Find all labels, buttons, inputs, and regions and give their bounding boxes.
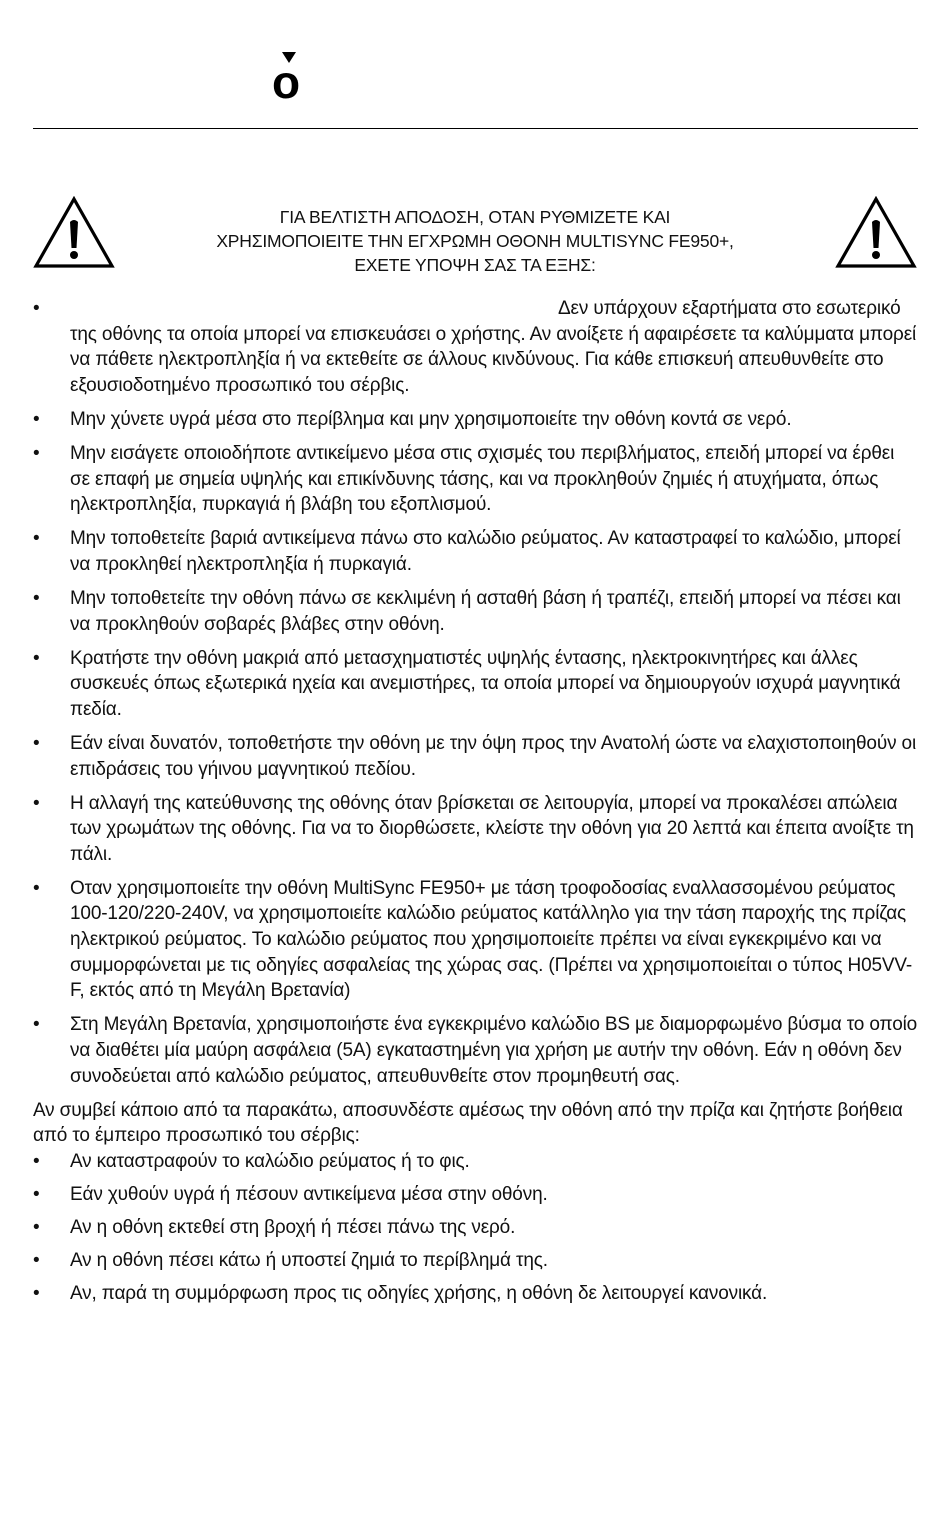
- bullet-icon: •: [33, 1150, 40, 1172]
- precaution-item: [33, 646, 918, 723]
- condition-item: [33, 1149, 918, 1175]
- heading-rule: [33, 128, 918, 129]
- condition-text: Αν καταστραφούν το καλώδιο ρεύματος ή το φις.: [70, 1150, 470, 1172]
- precaution-text: Εάν είναι δυνατόν, τοποθετήστε την οθόνη με την όψη προς την Ανατολή ώστε να ελαχιστοποιηθούν οι επιδράσεις του γήινου μαγνητικού πεδίου.: [70, 732, 917, 780]
- precaution-text: Κρατήστε την οθόνη μακριά από μετασχηματιστές υψηλής έντασης, ηλεκτροκινητήρες και άλλες συσκευές όπως εξωτερικά ηχεία και ανεμιστήρες, τα οποία μπορεί να δημιουργούν ισχυρά μαγνητικά πεδία.: [70, 647, 901, 720]
- condition-text: Αν η οθόνη πέσει κάτω ή υποστεί ζημιά το περίβλημά της.: [70, 1250, 548, 1272]
- condition-text: Εάν χυθούν υγρά ή πέσουν αντικείμενα μέσα στην οθόνη.: [70, 1183, 548, 1205]
- bullet-icon: •: [33, 647, 40, 669]
- precaution-text: Μην χύνετε υγρά μέσα στο περίβλημα και μην χρησιμοποιείτε την οθόνη κοντά σε νερό.: [70, 408, 792, 430]
- precaution-item: [33, 296, 918, 398]
- precaution-item: [33, 407, 918, 433]
- precautions-list: [33, 296, 918, 1089]
- warning-triangle-icon: [835, 196, 917, 270]
- precaution-text: Οταν χρησιμοποιείτε την οθόνη MultiSync FE950+ με τάση τροφοδοσίας εναλλασσομένου ρεύματος 100-120/220-240V, να χρησιμοποιείτε καλώδιο ρεύματος κατάλληλο για την τάση παροχής της πρίζας ηλεκτρικού ρεύματος. Το καλώδιο ρεύματος που χρησιμοποιείτε πρέπει να είναι εγκεκριμένο και να συμμορφώνεται με τις οδηγίες ασφαλείας της χώρας σας. (Πρέπει να χρησιμοποιείται ο τύπος H05VV-F, εκτός από τη Μεγάλη Βρετανία): [70, 877, 913, 1002]
- condition-text: Αν η οθόνη εκτεθεί στη βροχή ή πέσει πάνω της νερό.: [70, 1217, 516, 1238]
- bullet-icon: •: [33, 1183, 40, 1205]
- condition-item: [33, 1182, 918, 1208]
- accent-mark-icon: [282, 52, 296, 63]
- bullet-icon: •: [33, 792, 40, 814]
- precaution-text: Η αλλαγή της κατεύθυνσης της οθόνης όταν βρίσκεται σε λειτουργία, μπορεί να προκαλέσει απώλεια των χρωμάτων της οθόνης. Για να το διορθώσετε, κλείστε την οθόνη για 20 λεπτά και έπειτα ανοίξτε τη πάλι.: [70, 792, 914, 865]
- precaution-text: Μην τοποθετείτε βαριά αντικείμενα πάνω στο καλώδιο ρεύματος. Αν καταστραφεί το καλώδιο, μπορεί να προκληθεί ηλεκτροπληξία ή πυρκαγιά.: [70, 528, 901, 575]
- disconnect-conditions-list: [33, 1149, 918, 1307]
- precaution-text: Στη Μεγάλη Βρετανία, χρησιμοποιήστε ένα εγκεκριμένο καλώδιο BS με διαμορφωμένο βύσμα το οποίο να διαθέτει μία μαύρη ασφάλεια (5A) εγκαταστημένη για χρήση με αυτήν την οθόνη. Εάν η οθόνη δεν συνοδεύεται από καλώδιο ρεύματος, απευθυνθείτε στον προμηθευτή σας.: [70, 1014, 918, 1087]
- bullet-icon: •: [33, 1217, 40, 1238]
- condition-text: Αν, παρά τη συμμόρφωση προς τις οδηγίες χρήσης, η οθόνη δε λειτουργεί κανονικά.: [70, 1283, 768, 1305]
- precaution-item: [33, 876, 918, 1004]
- precaution-item: [33, 441, 918, 518]
- bullet-icon: •: [33, 442, 40, 464]
- precaution-item: [33, 731, 918, 782]
- warning-banner: [130, 205, 820, 277]
- bullet-icon: •: [33, 587, 40, 609]
- disconnect-intro: Αν συμβεί κάποιο από τα παρακάτω, αποσυνδέστε αμέσως την οθόνη από την πρίζα και ζητήστε βοήθεια από το έμπειρο προσωπικό του σέρβις:: [33, 1099, 903, 1147]
- bullet-icon: •: [33, 528, 40, 550]
- bullet-icon: •: [33, 732, 40, 754]
- bullet-icon: •: [33, 877, 40, 899]
- bullet-icon: •: [33, 298, 40, 319]
- warning-banner-line: ΕΧΕΤΕ ΥΠΟΨΗ ΣΑΣ ΤΑ ΕΞΗΣ:: [354, 255, 596, 275]
- bullet-icon: •: [33, 1250, 40, 1272]
- warning-banner-line: ΓΙΑ ΒΕΛΤΙΣΤΗ ΑΠΟΔΟΣΗ, ΟΤΑΝ ΡΥΘΜΙΖΕΤΕ ΚΑΙ: [279, 207, 671, 227]
- condition-item: [33, 1215, 918, 1241]
- warning-banner-line: ΧΡΗΣΙΜΟΠΟΙΕΙΤΕ ΤΗΝ ΕΓΧΡΩΜΗ ΟΘΟΝΗ MULTISYNC FE950+,: [216, 231, 734, 251]
- bullet-icon: •: [33, 1283, 40, 1305]
- precaution-item: [33, 791, 918, 868]
- precaution-item: [33, 526, 918, 577]
- bullet-icon: •: [33, 408, 40, 430]
- bullet-icon: •: [33, 1014, 40, 1036]
- page-heading-text: o: [272, 56, 301, 108]
- precaution-text: Μην τοποθετείτε την οθόνη πάνω σε κεκλιμένη ή ασταθή βάση ή τραπέζι, επειδή μπορεί να πέσει και να προκληθούν σοβαρές βλάβες στην οθόνη.: [70, 587, 901, 635]
- page-heading: [272, 52, 300, 112]
- safety-content: [33, 296, 918, 1314]
- precaution-item: [33, 1012, 918, 1089]
- condition-item: [33, 1248, 918, 1274]
- warning-triangle-icon: [33, 196, 115, 270]
- condition-item: [33, 1281, 918, 1307]
- precaution-item: [33, 586, 918, 637]
- precaution-text: Μην εισάγετε οποιοδήποτε αντικείμενο μέσα στις σχισμές του περιβλήματος, επειδή μπορεί να έρθει σε επαφή με σημεία υψηλής και επικίνδυνης τάσης, και να προκληθούν ζημιές ή ατυχήματα, όπως ηλεκτροπληξία, πυρκαγιά ή βλάβη του εξοπλισμού.: [70, 442, 895, 516]
- precaution-text: Δεν υπάρχουν εξαρτήματα στο εσωτερικό της οθόνης τα οποία μπορεί να επισκευάσει ο χρήστης. Αν ανοίξετε ή αφαιρέσετε τα καλύμματα μπορεί να πάθετε ηλεκτροπληξία ή να εκτεθείτε σε άλλους κινδύνους. Για κάθε επισκευή απευθυνθείτε στο εξουσιοδοτημένο προσωπικό του σέρβις.: [70, 298, 917, 396]
